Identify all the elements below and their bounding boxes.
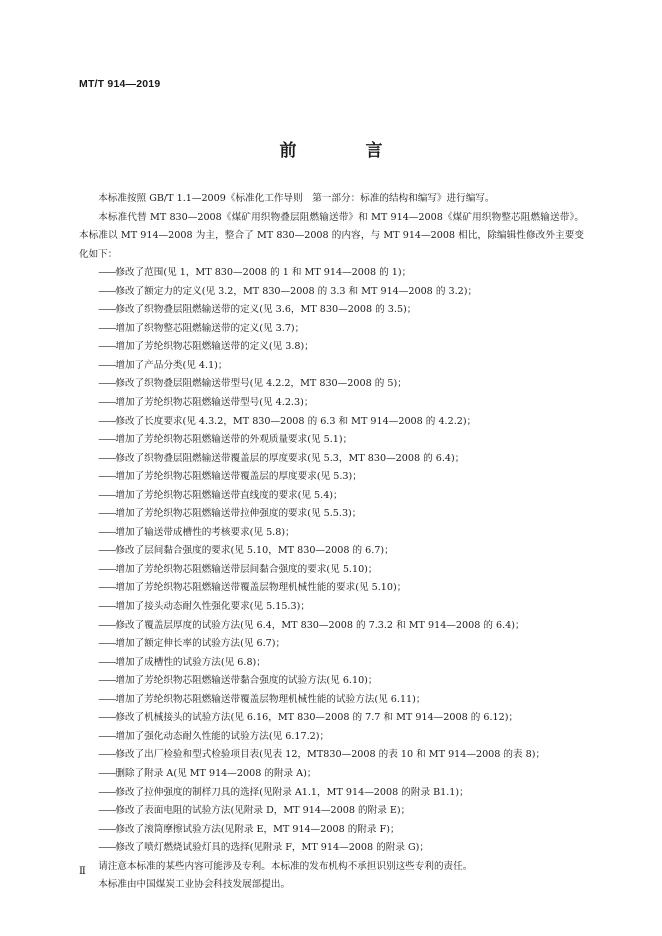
list-dash: ——: [98, 712, 116, 724]
list-dash: ——: [98, 285, 116, 297]
list-dash: ——: [98, 786, 116, 798]
change-list-item: [79, 431, 584, 450]
change-item-text: 修改了范围(见 1，MT 830—2008 的 1 和 MT 914—2008 的 1)；: [115, 267, 412, 279]
paragraph-patent-notice: 请注意本标准的某些内容可能涉及专利。本标准的发布机构不承担识别这些专利的责任。: [98, 860, 473, 872]
change-item-text: 增加了芳纶织物芯阻燃输送带的定义(见 3.8)；: [115, 341, 314, 353]
change-list-item: [79, 746, 584, 765]
change-list-item: [79, 450, 584, 469]
change-list-item: [79, 579, 584, 598]
list-dash: ——: [98, 304, 116, 316]
list-dash: ——: [98, 508, 116, 520]
change-item-text: 修改了拉伸强度的制样刀具的选择(见附录 A1.1，MT 914—2008 的附录 B1.1)；: [115, 786, 469, 798]
change-list-item: [79, 765, 584, 784]
list-dash: ——: [98, 693, 116, 705]
list-dash: ——: [98, 805, 116, 817]
change-list-item: [79, 654, 584, 673]
list-dash: ——: [98, 638, 116, 650]
change-item-text: 修改了额定力的定义(见 3.2，MT 830—2008 的 3.3 和 MT 914—2008 的 3.2)；: [115, 285, 478, 297]
list-dash: ——: [98, 656, 116, 668]
change-list-item: [79, 728, 584, 747]
list-dash: ——: [98, 397, 116, 409]
change-item-text: 修改了表面电阻的试验方法(见附录 D，MT 914—2008 的附录 E)；: [115, 805, 411, 817]
list-dash: ——: [98, 601, 116, 613]
list-dash: ——: [98, 489, 116, 501]
change-list-item: [79, 338, 584, 357]
change-list-item: [79, 301, 584, 320]
change-item-text: 增加了成槽性的试验方法(见 6.8)；: [115, 656, 266, 668]
list-dash: ——: [98, 823, 116, 835]
change-item-text: 增加了额定伸长率的试验方法(见 6.7)；: [115, 638, 286, 650]
foreword-body: [79, 190, 584, 895]
paragraph-replacement: 本标准代替 MT 830—2008《煤矿用织物叠层阻燃输送带》和 MT 914—2008《煤矿用织物整芯阻燃输送带》。本标准以 MT 914—2008 为主，整合了 MT 830—2008 的内容，与 MT 914—2008 相比，除编辑性修改外主要变化如下：: [79, 211, 584, 260]
change-list-item: [79, 561, 584, 580]
change-item-text: 增加了芳纶织物芯阻燃输送带拉伸强度的要求(见 5.5.3)；: [115, 508, 362, 520]
change-list-item: [79, 617, 584, 636]
list-dash: ——: [98, 267, 116, 279]
list-dash: ——: [98, 341, 116, 353]
change-list-item: [79, 357, 584, 376]
change-item-text: 修改了织物叠层阻燃输送带的定义(见 3.6，MT 830—2008 的 3.5)；: [115, 304, 417, 316]
change-item-text: 增加了芳纶织物芯阻燃输送带直线度的要求(见 5.4)；: [115, 489, 343, 501]
change-item-text: 修改了织物叠层阻燃输送带型号(见 4.2.2，MT 830—2008 的 5)；: [115, 378, 407, 390]
change-item-text: 增加了芳纶织物芯阻燃输送带层间黏合强度的要求(见 5.10)；: [115, 563, 378, 575]
list-dash: ——: [98, 582, 116, 594]
change-list-item: [79, 672, 584, 691]
change-list-item: [79, 524, 584, 543]
paragraph-drafting-rules: 本标准按照 GB/T 1.1—2009《标准化工作导则 第一部分：标准的结构和编写》进行编写。: [98, 193, 495, 204]
change-item-text: 修改了机械接头的试验方法(见 6.16，MT 830—2008 的 7.7 和 MT 914—2008 的 6.12)；: [115, 712, 519, 724]
page-number: Ⅱ: [79, 866, 86, 877]
change-item-text: 修改了层间黏合强度的要求(见 5.10，MT 830—2008 的 6.7)；: [115, 545, 394, 557]
change-list-item: [79, 283, 584, 302]
list-dash: ——: [98, 322, 116, 334]
change-list: [79, 264, 584, 858]
list-dash: ——: [98, 471, 116, 483]
list-dash: ——: [98, 526, 116, 538]
change-item-text: 增加了强化动态耐久性能的试验方法(见 6.17.2)；: [115, 730, 330, 742]
change-list-item: [79, 320, 584, 339]
change-list-item: [79, 505, 584, 524]
change-list-item: [79, 542, 584, 561]
change-item-text: 增加了接头动态耐久性强化要求(见 5.15.3)；: [115, 601, 310, 613]
standard-code: MT/T 914—2019: [79, 78, 161, 90]
change-list-item: [79, 709, 584, 728]
list-dash: ——: [98, 675, 116, 687]
change-item-text: 增加了芳纶织物芯阻燃输送带的外观质量要求(见 5.1)；: [115, 434, 353, 446]
list-dash: ——: [98, 452, 116, 464]
change-list-item: [79, 839, 584, 858]
change-item-text: 删除了附录 A(见 MT 914—2008 的附录 A)；: [115, 767, 317, 779]
list-dash: ——: [98, 378, 116, 390]
paragraph-proposer: 本标准由中国煤炭工业协会科技发展部提出。: [98, 879, 291, 891]
change-item-text: 增加了芳纶织物芯阻燃输送带覆盖层物理机械性能的要求(见 5.10)；: [115, 582, 407, 594]
change-item-text: 增加了芳纶织物芯阻燃输送带型号(见 4.2.3)；: [115, 397, 314, 409]
list-dash: ——: [98, 359, 116, 371]
change-list-item: [79, 468, 584, 487]
change-item-text: 增加了芳纶织物芯阻燃输送带覆盖层的厚度要求(见 5.3)；: [115, 471, 362, 483]
change-item-text: 修改了出厂检验和型式检验项目表(见表 12，MT830—2008 的表 10 和 MT 914—2008 的表 8)；: [115, 749, 546, 761]
change-list-item: [79, 802, 584, 821]
list-dash: ——: [98, 619, 116, 631]
change-item-text: 修改了织物叠层阻燃输送带覆盖层的厚度要求(见 5.3，MT 830—2008 的 6.4)；: [115, 452, 465, 464]
change-list-item: [79, 394, 584, 413]
list-dash: ——: [98, 545, 116, 557]
change-item-text: 修改了滚筒摩擦试验方法(见附录 E，MT 914—2008 的附录 F)；: [115, 823, 400, 835]
list-dash: ——: [98, 749, 116, 761]
list-dash: ——: [98, 730, 116, 742]
list-dash: ——: [98, 563, 116, 575]
change-item-text: 增加了织物整芯阻燃输送带的定义(见 3.7)；: [115, 322, 305, 334]
change-list-item: [79, 598, 584, 617]
change-list-item: [79, 821, 584, 840]
list-dash: ——: [98, 842, 116, 854]
change-list-item: [79, 264, 584, 283]
list-dash: ——: [98, 415, 116, 427]
list-dash: ——: [98, 434, 116, 446]
change-item-text: 增加了产品分类(见 4.1)；: [115, 359, 228, 371]
change-list-item: [79, 487, 584, 506]
change-item-text: 增加了输送带成槽性的考核要求(见 5.8)；: [115, 526, 295, 538]
change-list-item: [79, 784, 584, 803]
change-list-item: [79, 375, 584, 394]
change-item-text: 修改了长度要求(见 4.3.2，MT 830—2008 的 6.3 和 MT 914—2008 的 4.2.2)；: [115, 415, 477, 427]
change-item-text: 修改了覆盖层厚度的试验方法(见 6.4，MT 830—2008 的 7.3.2 和 MT 914—2008 的 6.4)；: [115, 619, 525, 631]
change-list-item: [79, 635, 584, 654]
list-dash: ——: [98, 767, 116, 779]
change-item-text: 增加了芳纶织物芯阻燃输送带覆盖层物理机械性能的试验方法(见 6.11)；: [115, 693, 426, 705]
page-title: 前 言: [279, 141, 409, 161]
change-list-item: [79, 413, 584, 432]
change-list-item: [79, 691, 584, 710]
change-item-text: 增加了芳纶织物芯阻燃输送带黏合强度的试验方法(见 6.10)；: [115, 675, 378, 687]
change-item-text: 修改了喷灯燃烧试验灯具的选择(见附录 F，MT 914—2008 的附录 G)；: [115, 842, 429, 854]
